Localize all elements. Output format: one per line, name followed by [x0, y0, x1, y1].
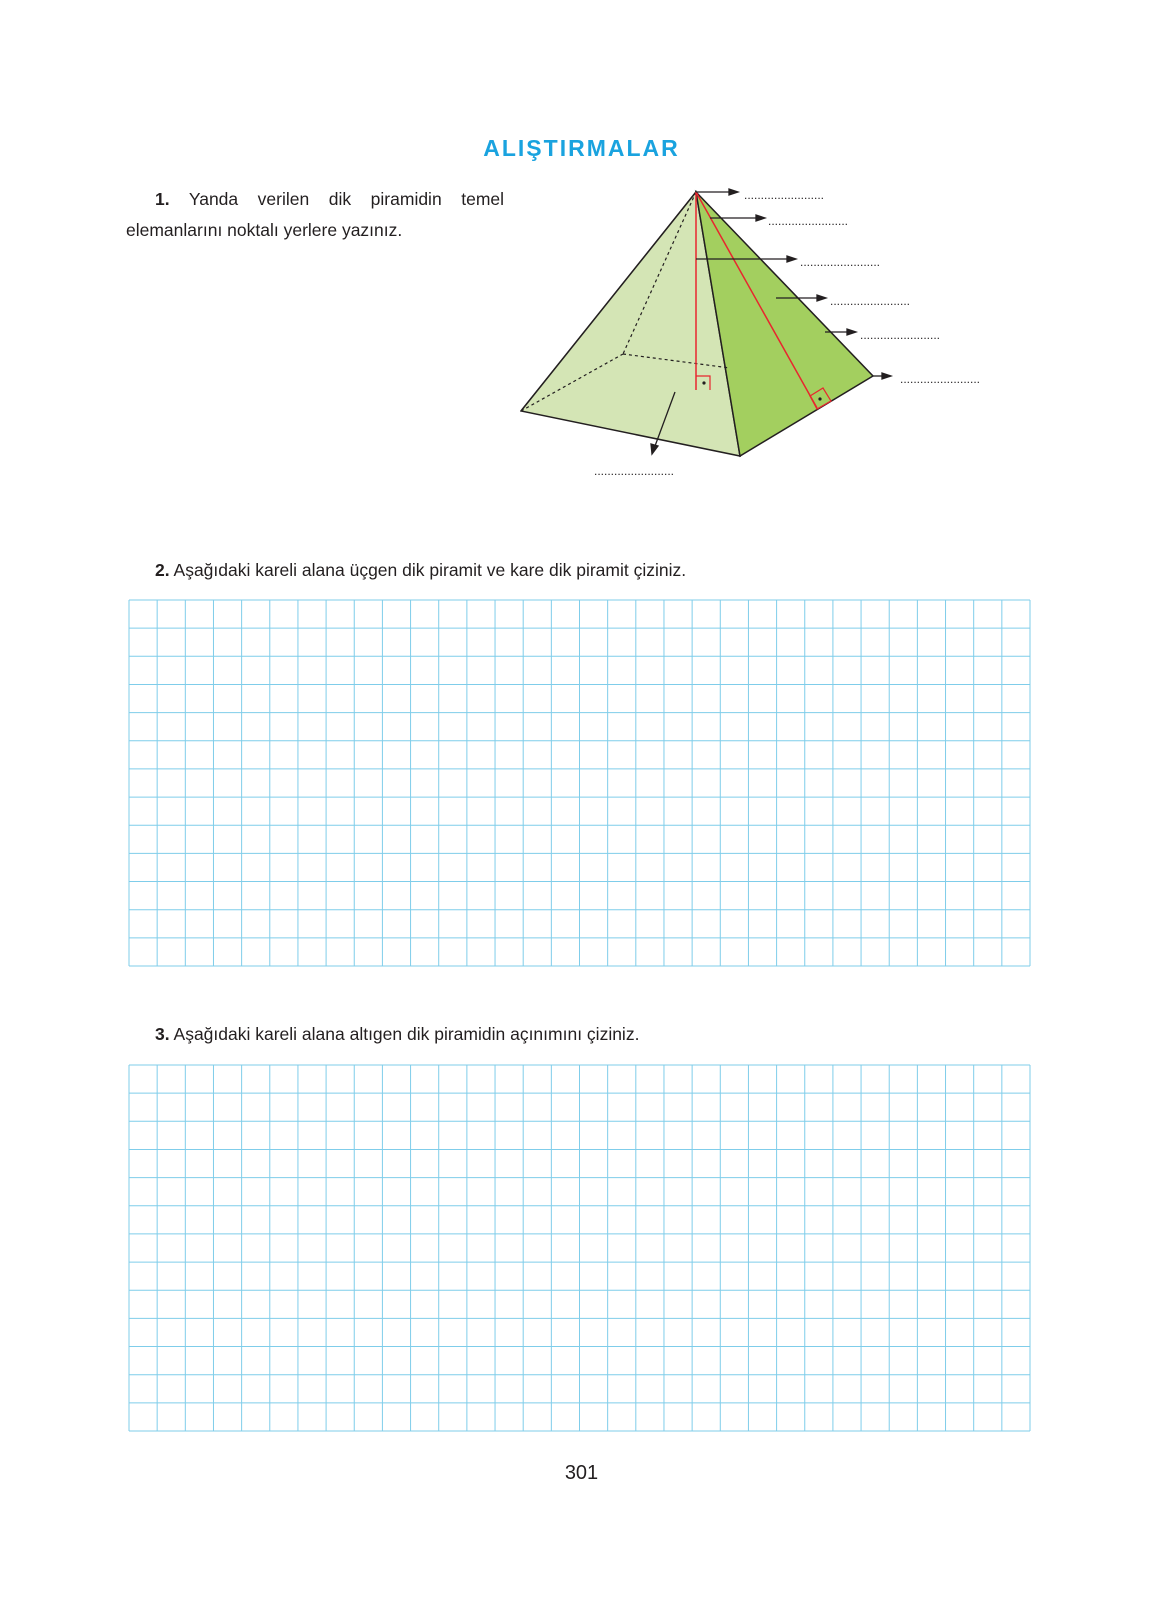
page-title: ALIŞTIRMALAR [483, 135, 680, 161]
drawing-grid-2[interactable] [128, 1064, 1031, 1432]
question-1-line-1 [126, 184, 504, 215]
question-3-text: Aşağıdaki kareli alana altıgen dik piramidin açınımını çiziniz. [173, 1024, 640, 1044]
question-3 [155, 1024, 639, 1045]
question-2-text: Aşağıdaki kareli alana üçgen dik piramit ve kare dik piramit çiziniz. [173, 560, 687, 580]
label-base: ........................ [594, 464, 675, 478]
question-1-line-2: elemanlarını noktalı yerlere yazınız. [126, 220, 403, 240]
question-1 [126, 184, 504, 246]
page-number: 301 [564, 1462, 599, 1484]
question-3-number: 3. [155, 1024, 170, 1044]
label-apex: ........................ [744, 188, 825, 202]
label-base-edge: ........................ [900, 372, 981, 386]
question-1-text-a: Yanda verilen dik piramidin temel [188, 189, 505, 209]
question-1-number: 1. [155, 189, 170, 209]
label-lateral-face: ........................ [830, 294, 911, 308]
question-2-number: 2. [155, 560, 170, 580]
label-slant-height: ........................ [860, 328, 941, 342]
label-lateral-edge: ........................ [768, 214, 849, 228]
drawing-grid-1[interactable] [128, 599, 1031, 967]
label-height: ........................ [800, 255, 881, 269]
question-2 [155, 560, 686, 581]
pyramid-figure [520, 180, 1020, 490]
